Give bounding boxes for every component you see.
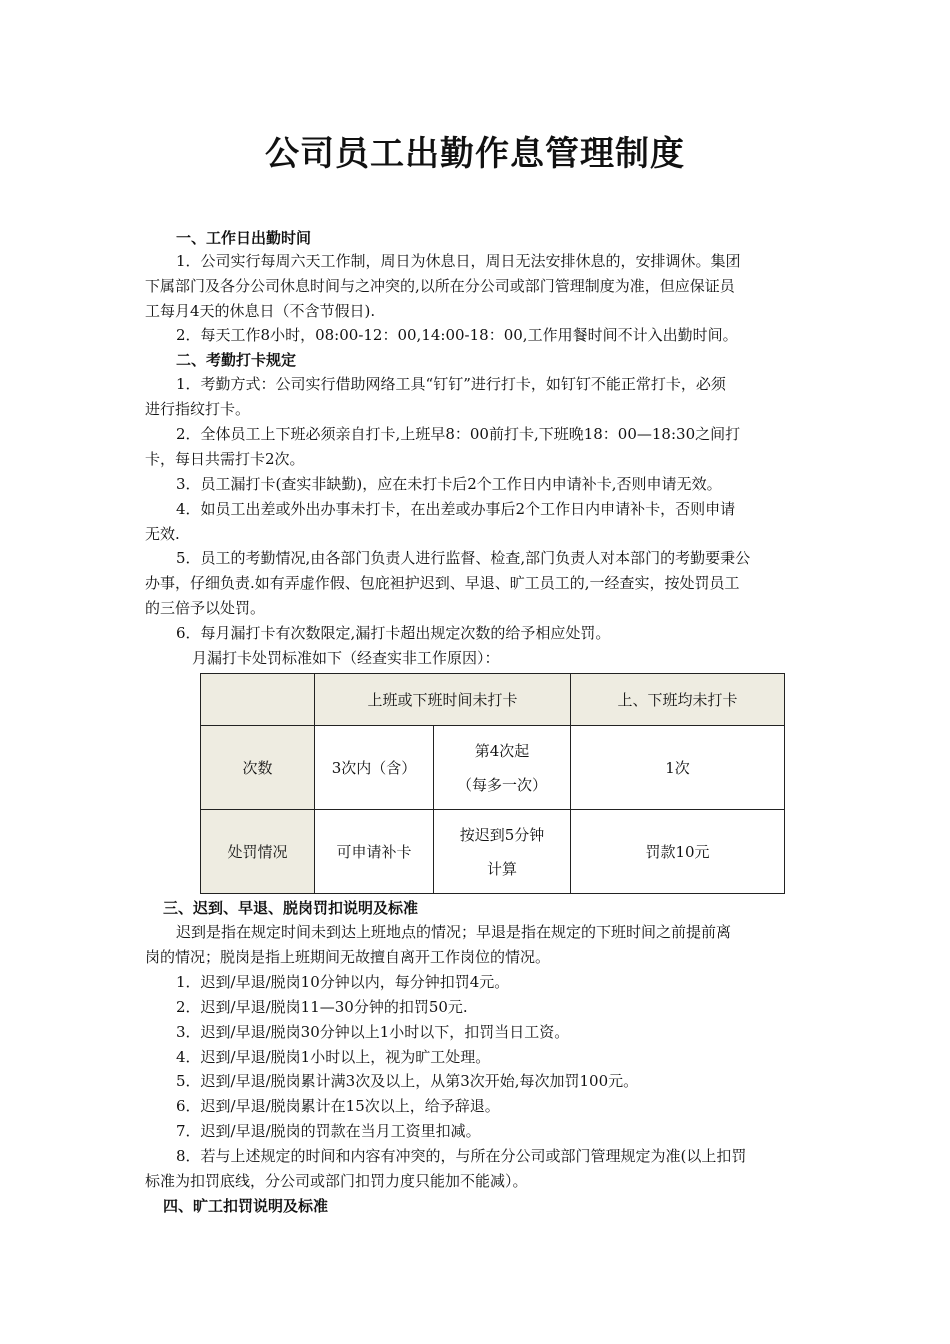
section-heading-1: 一、工作日出勤时间: [176, 229, 312, 247]
paragraph-line: 办事，仔细负责.如有弄虚作假、包庇袒护迟到、早退、旷工员工的,一经查实，按处罚员工: [145, 574, 740, 592]
table-cell: [434, 726, 571, 810]
section-heading-2: 二、考勤打卡规定: [176, 351, 297, 369]
paragraph-line: 迟到是指在规定时间未到达上班地点的情况；早退是指在规定的下班时间之前提前离: [176, 923, 732, 941]
table-row: [201, 810, 785, 894]
paragraph-line: 标准为扣罚底线，分公司或部门扣罚力度只能加不能减）。: [145, 1172, 528, 1190]
table-header-cell: [201, 674, 315, 726]
table-header-cell: 上、下班均未打卡: [571, 674, 785, 726]
paragraph-line: 7．迟到/早退/脱岗的罚款在当月工资里扣减。: [176, 1122, 481, 1140]
table-cell-line: 计算: [487, 859, 518, 878]
paragraph-line: 进行指纹打卡。: [145, 400, 251, 418]
paragraph-line: 的三倍予以处罚。: [145, 599, 266, 617]
paragraph-line: 2．全体员工上下班必须亲自打卡,上班早8：00前打卡,下班晚18：00—18:30之间打: [176, 425, 741, 443]
table-cell: 可申请补卡: [315, 810, 434, 894]
paragraph-line: 1．迟到/早退/脱岗10分钟以内，每分钟扣罚4元。: [176, 973, 510, 991]
table-cell-line: 按迟到5分钟: [459, 825, 545, 844]
paragraph-line: 1．公司实行每周六天工作制，周日为休息日，周日无法安排休息的，安排调休。集团: [176, 252, 741, 270]
table-header-cell: 上班或下班时间未打卡: [315, 674, 571, 726]
paragraph-line: 卡，每日共需打卡2次。: [145, 450, 305, 468]
paragraph-line: 4．如员工出差或外出办事未打卡，在出差或办事后2个工作日内申请补卡，否则申请: [176, 500, 736, 518]
section-heading-3: 三、迟到、早退、脱岗罚扣说明及标准: [163, 899, 419, 917]
table-row-label: 次数: [201, 726, 315, 810]
table-cell: [434, 810, 571, 894]
paragraph-line: 3．员工漏打卡(查实非缺勤)，应在未打卡后2个工作日内申请补卡,否则申请无效。: [176, 475, 722, 493]
table-row-label: 处罚情况: [201, 810, 315, 894]
table-cell-line: （每多一次）: [457, 775, 548, 794]
paragraph-line: 1．考勤方式：公司实行借助网络工具“钉钉”进行打卡，如钉钉不能正常打卡，必须: [176, 375, 726, 393]
table-row: [201, 726, 785, 810]
paragraph-line: 6．每月漏打卡有次数限定,漏打卡超出规定次数的给予相应处罚。: [176, 624, 611, 642]
table-cell: 3次内（含）: [315, 726, 434, 810]
section-heading-4: 四、旷工扣罚说明及标准: [163, 1197, 329, 1215]
table-cell-line: 第4次起: [474, 741, 530, 760]
paragraph-line: 下属部门及各分公司休息时间与之冲突的,以所在分公司或部门管理制度为准，但应保证员: [145, 277, 735, 295]
paragraph-line: 岗的情况；脱岗是指上班期间无故擅自离开工作岗位的情况。: [145, 948, 551, 966]
document-title: 公司员工出勤作息管理制度: [265, 134, 685, 174]
paragraph-line: 5．员工的考勤情况,由各部门负责人进行监督、检查,部门负责人对本部门的考勤要秉公: [176, 549, 751, 567]
paragraph-line: 5．迟到/早退/脱岗累计满3次及以上，从第3次开始,每次加罚100元。: [176, 1072, 639, 1090]
table-caption: 月漏打卡处罚标准如下（经查实非工作原因）：: [192, 649, 500, 667]
paragraph-line: 6．迟到/早退/脱岗累计在15次以上，给予辞退。: [176, 1097, 500, 1115]
penalty-table: [200, 673, 785, 894]
table-cell: 1次: [571, 726, 785, 810]
paragraph-line: 4．迟到/早退/脱岗1小时以上，视为旷工处理。: [176, 1048, 491, 1066]
table-cell: 罚款10元: [571, 810, 785, 894]
paragraph-line: 2．每天工作8小时，08:00-12：00,14:00-18：00,工作用餐时间不计入出勤时间。: [176, 326, 738, 344]
paragraph-line: 工每月4天的休息日（不含节假日).: [145, 302, 376, 320]
paragraph-line: 3．迟到/早退/脱岗30分钟以上1小时以下，扣罚当日工资。: [176, 1023, 570, 1041]
paragraph-line: 8．若与上述规定的时间和内容有冲突的，与所在分公司或部门管理规定为准(以上扣罚: [176, 1147, 747, 1165]
table-header-row: [201, 674, 785, 726]
paragraph-line: 2．迟到/早退/脱岗11—30分钟的扣罚50元.: [176, 998, 468, 1016]
paragraph-line: 无效.: [145, 525, 180, 543]
